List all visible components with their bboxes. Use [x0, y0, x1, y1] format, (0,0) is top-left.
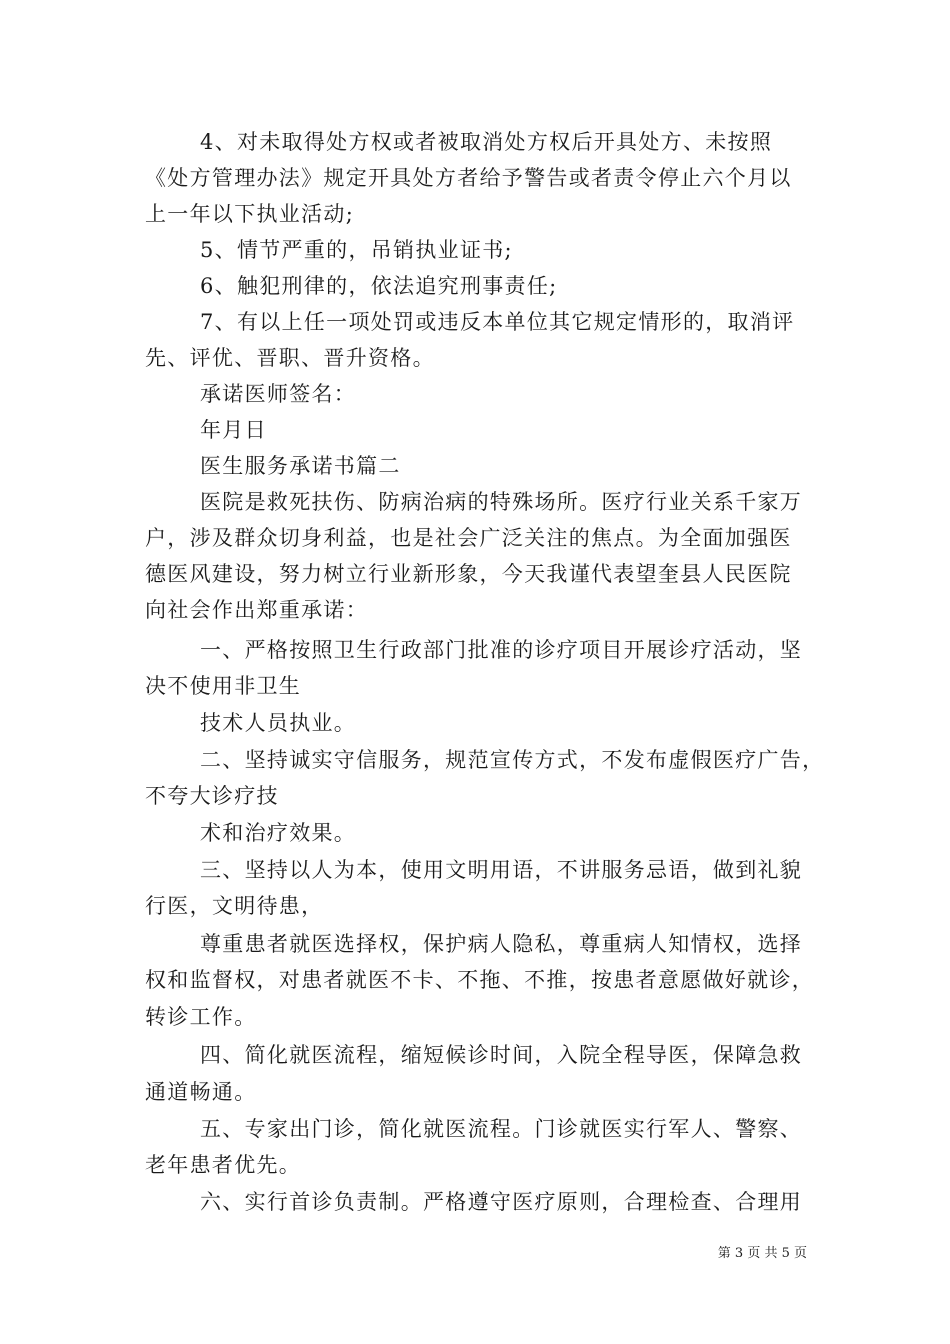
text-line: 行医，文明待患， — [145, 894, 324, 918]
text-line: 6、触犯刑律的，依法追究刑事责任; — [200, 274, 558, 298]
text-line: 5、情节严重的，吊销执业证书; — [200, 238, 513, 262]
text-line: 老年患者优先。 — [145, 1153, 302, 1177]
text-line: 决不使用非卫生 — [145, 674, 302, 698]
page-number: 第 3 页 共 5 页 — [717, 1246, 807, 1261]
text-line: 德医风建设，努力树立行业新形象，今天我谨代表望奎县人民医院 — [145, 562, 792, 586]
text-line: 技术人员执业。 — [200, 711, 357, 735]
text-line: 四、简化就医流程，缩短候诊时间，入院全程导医，保障急救 — [200, 1043, 803, 1067]
date-label: 年月日 — [200, 418, 267, 442]
text-line: 一、严格按照卫生行政部门批准的诊疗项目开展诊疗活动，坚 — [200, 638, 803, 662]
text-line: 权和监督权，对患者就医不卡、不拖、不推，按患者意愿做好就诊， — [145, 968, 814, 992]
text-line: 通道畅通。 — [145, 1080, 257, 1104]
signature-label: 承诺医师签名： — [200, 382, 357, 406]
text-line: 三、坚持以人为本，使用文明用语，不讲服务忌语，做到礼貌 — [200, 858, 803, 882]
text-line: 《处方管理办法》规定开具处方者给予警告或者责令停止六个月以 — [145, 166, 792, 190]
text-line: 六、实行首诊负责制。严格遵守医疗原则，合理检查、合理用 — [200, 1190, 803, 1214]
text-line: 转诊工作。 — [145, 1005, 257, 1029]
text-line: 医院是救死扶伤、防病治病的特殊场所。医疗行业关系千家万 — [200, 490, 803, 514]
text-line: 4、对未取得处方权或者被取消处方权后开具处方、未按照 — [200, 130, 773, 154]
text-line: 不夸大诊疗技 — [145, 784, 279, 808]
text-line: 先、评优、晋职、晋升资格。 — [145, 346, 435, 370]
text-line: 户，涉及群众切身利益，也是社会广泛关注的焦点。为全面加强医 — [145, 526, 792, 550]
text-line: 二、坚持诚实守信服务，规范宣传方式，不发布虚假医疗广告， — [200, 748, 825, 772]
text-line: 五、专家出门诊，简化就医流程。门诊就医实行军人、警察、 — [200, 1117, 803, 1141]
text-line: 上一年以下执业活动; — [145, 202, 355, 226]
text-line: 尊重患者就医选择权，保护病人隐私，尊重病人知情权，选择 — [200, 932, 803, 956]
text-line: 术和治疗效果。 — [200, 821, 357, 845]
text-line: 向社会作出郑重承诺： — [145, 598, 368, 622]
text-line: 7、有以上任一项处罚或违反本单位其它规定情形的，取消评 — [200, 310, 795, 334]
section-heading: 医生服务承诺书篇二 — [200, 454, 401, 478]
